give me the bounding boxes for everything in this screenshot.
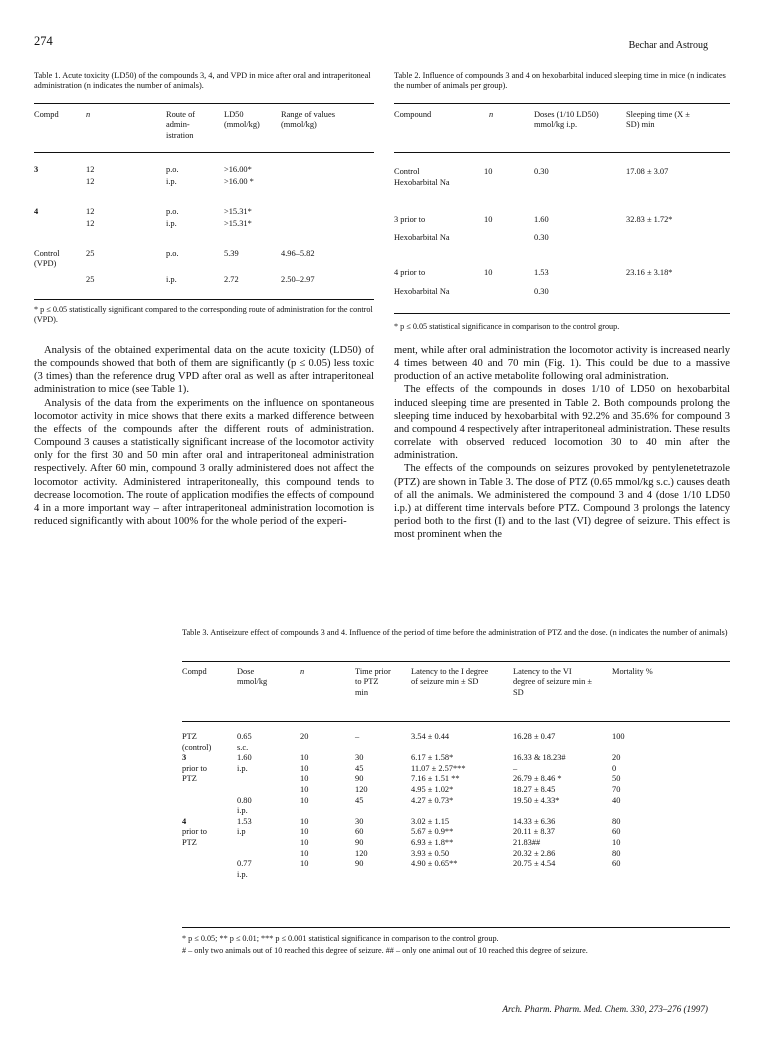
table3-header-latency-vi: Latency to the VI degree of seizure min ± SD xyxy=(513,667,593,697)
table-cell: 30 xyxy=(355,816,364,826)
table-cell: 20.32 ± 2.86 xyxy=(513,848,556,858)
table-cell: 14.33 ± 6.36 xyxy=(513,816,556,826)
table-cell: 0.77 xyxy=(237,859,252,869)
table-cell: 4.27 ± 0.73* xyxy=(411,795,454,805)
table-cell: 10 xyxy=(484,268,493,277)
table-cell: >16.00* xyxy=(224,165,252,174)
table-cell: p.o. xyxy=(166,165,179,174)
table-cell: 19.50 ± 4.33* xyxy=(513,795,560,805)
table-cell: 10 xyxy=(300,795,309,805)
table-cell: 80 xyxy=(612,848,621,858)
table-cell: 60 xyxy=(612,827,621,837)
body-column-right xyxy=(394,344,730,541)
table-cell: 10 xyxy=(300,838,309,847)
table-cell: 30 xyxy=(355,753,364,763)
table-cell: 3.54 ± 0.44 xyxy=(411,732,450,741)
table2-header-n: n xyxy=(489,110,494,119)
table-cell: 25 xyxy=(86,249,95,258)
table-cell: prior to xyxy=(182,827,207,837)
running-head: Bechar and Astroug xyxy=(628,40,708,51)
table-cell: 12 xyxy=(86,207,95,216)
table-cell: >15.31* xyxy=(224,219,252,228)
table-cell: p.o. xyxy=(166,207,179,216)
table-cell: 1.60 xyxy=(534,215,549,224)
table3-caption: Table 3. Antiseizure effect of compounds 3 and 4. Influence of the period of time before the administration of PTZ and the dose. (n indicates the number of animals) xyxy=(182,628,728,637)
table-cell: 70 xyxy=(612,785,621,794)
table3-mid-rule xyxy=(182,721,730,722)
table-cell: 10 xyxy=(484,215,493,224)
table-cell: 20 xyxy=(612,753,621,763)
table-cell: – xyxy=(355,732,360,741)
table-cell: 10 xyxy=(300,859,309,869)
table-cell: 0.30 xyxy=(534,167,549,176)
table-cell: 12 xyxy=(86,165,95,174)
table3-header-time: Time prior to PTZ min xyxy=(355,667,391,697)
table-cell: 3 xyxy=(34,165,39,174)
table-cell: 4.90 ± 0.65** xyxy=(411,859,458,869)
table-cell: 5.39 xyxy=(224,249,239,258)
table2-footnote: * p ≤ 0.05 statistical significance in comparison to the control group. xyxy=(394,322,620,331)
table-cell: 26.79 ± 8.46 * xyxy=(513,774,562,784)
table-cell: i.p. xyxy=(166,219,177,228)
paragraph: The effects of the compounds on seizures provoked by pentylenetetrazole (PTZ) are shown in Table 3. The dose of PTZ (0.65 mmol/kg s.c.) causes death of all the animals. We administered the compound 3 and 4 (dose 1/10 LD50 i.p.) at different time intervals before PTZ. Compound 3 prolongs the latency period both to the first (I) and to the last (VI) degree of seizure. This effect is most prominent when the xyxy=(394,463,730,541)
table3-top-rule xyxy=(182,661,730,662)
table2-header-compound: Compound xyxy=(394,110,432,119)
table-cell: 120 xyxy=(355,848,368,858)
table-cell: PTZ xyxy=(182,732,197,741)
table1-header-n: n xyxy=(86,110,91,119)
table-cell: s.c. xyxy=(237,742,249,752)
table-cell: PTZ xyxy=(182,774,197,784)
table-cell: 10 xyxy=(300,753,309,763)
table-cell: 90 xyxy=(355,859,364,869)
table1-header-compd: Compd xyxy=(34,110,59,119)
table2-header-doses: Doses (1/10 LD50) mmol/kg i.p. xyxy=(534,110,599,130)
table-cell: 3.02 ± 1.15 xyxy=(411,816,450,826)
table-cell: 3.93 ± 0.50 xyxy=(411,848,450,858)
table-cell: 16.28 ± 0.47 xyxy=(513,732,556,741)
table-cell: 6.93 ± 1.8** xyxy=(411,838,454,847)
table-cell: 2.50–2.97 xyxy=(281,275,315,284)
table-cell: 16.33 & 18.23# xyxy=(513,753,566,763)
paragraph: The effects of the compounds in doses 1/10 of LD50 on hexobarbital induced sleeping time are presented in Table 2. Both compounds prolong the sleeping time induced by hexobarbital with 92.2% and 35.6% for compound 3 and compound 4 respectively after intraperitoneal administration. These results correlate with observed reduced locomotion 30 to 40 min after the administration. xyxy=(394,384,730,462)
journal-footer: Arch. Pharm. Pharm. Med. Chem. 330, 273–276 (1997) xyxy=(502,1004,708,1014)
table-cell: 20 xyxy=(300,732,309,741)
table-cell: 80 xyxy=(612,816,621,826)
table-cell: 18.27 ± 8.45 xyxy=(513,785,556,794)
table1-header-range: Range of values (mmol/kg) xyxy=(281,110,335,130)
table-cell: 1.53 xyxy=(534,268,549,277)
table-cell: 60 xyxy=(612,859,621,869)
table-cell: 3 prior to xyxy=(394,215,426,224)
table-cell: 20.11 ± 8.37 xyxy=(513,827,555,837)
table-cell: 4 xyxy=(182,816,187,826)
table3-header-dose: Dose mmol/kg xyxy=(237,667,268,687)
table-cell: 10 xyxy=(300,785,309,794)
table-cell: i.p xyxy=(237,827,246,837)
table-cell: 21.83## xyxy=(513,838,541,847)
table-cell: 32.83 ± 1.72* xyxy=(626,215,673,224)
table-cell: 4.95 ± 1.02* xyxy=(411,785,454,794)
body-column-left xyxy=(34,344,374,528)
table-cell: i.p. xyxy=(166,177,177,186)
table-cell: 0.30 xyxy=(534,233,549,242)
table-cell: prior to xyxy=(182,763,207,773)
table-cell: 10 xyxy=(612,838,621,847)
table-cell: 10 xyxy=(300,763,309,773)
table-cell: 12 xyxy=(86,177,95,186)
table-cell: 0.65 xyxy=(237,732,252,741)
table-cell: p.o. xyxy=(166,249,179,258)
table3-header-compd: Compd xyxy=(182,667,207,676)
table-cell: 50 xyxy=(612,774,621,784)
table-cell: 0.30 xyxy=(534,287,549,296)
paragraph: ment, while after oral administration the locomotor activity is increased nearly 4 times between 40 and 70 min (Fig. 1). This could be due to a massive production of an active metabolite following oral administration. xyxy=(394,345,730,383)
table-cell: 10 xyxy=(300,774,309,784)
table1-mid-rule xyxy=(34,152,374,153)
table-cell: 4 prior to xyxy=(394,268,426,277)
table3-header-latency-i: Latency to the I degree of seizure min ± SD xyxy=(411,667,489,687)
table-cell: 1.53 xyxy=(237,816,252,826)
table-cell: 10 xyxy=(300,848,309,858)
table-cell: 4 xyxy=(34,207,39,216)
table-cell: 17.08 ± 3.07 xyxy=(626,167,669,176)
page-number: 274 xyxy=(34,34,53,48)
table-cell: 40 xyxy=(612,795,621,805)
table1-footnote: * p ≤ 0.05 statistically significant compared to the corresponding route of administration for the control (VPD). xyxy=(34,305,373,324)
table1-top-rule xyxy=(34,103,374,104)
table-cell: 23.16 ± 3.18* xyxy=(626,268,673,277)
table-cell: 3 xyxy=(182,753,187,763)
table-cell: PTZ xyxy=(182,838,197,847)
table-cell: 25 xyxy=(86,275,95,284)
table-cell: 45 xyxy=(355,795,364,805)
paragraph: Analysis of the obtained experimental data on the acute toxicity (LD50) of the compounds showed that both of them are significantly (p ≤ 0.05) less toxic (3 times) than the reference drug VPD after oral as well as after intraperitoneal administration to mice (see Table 1). xyxy=(34,345,374,396)
table-cell: 5.67 ± 0.9** xyxy=(411,827,454,837)
table2-top-rule xyxy=(394,103,730,104)
table2-caption: Table 2. Influence of compounds 3 and 4 on hexobarbital induced sleeping time in mice (n indicates the number of animals per group). xyxy=(394,71,726,91)
table1-bottom-rule xyxy=(34,299,374,300)
table-cell: i.p. xyxy=(237,763,248,773)
table-cell: 100 xyxy=(612,732,625,741)
table-cell: 60 xyxy=(355,827,364,837)
table-cell: 6.17 ± 1.58* xyxy=(411,753,454,763)
table-cell: Hexobarbital Na xyxy=(394,178,450,187)
table-cell: 11.07 ± 2.57*** xyxy=(411,763,466,773)
paragraph: Analysis of the data from the experiments on the influence on spontaneous locomotor activity in mice shows that there exits a marked difference between the effects of the compounds after the different routs of administration. Compound 3 causes a statistically significant increase of the locomotor activity only for the first 30 and 50 min after oral and intraperitoneal administration respectively. After 60 min, compound 3 orally administered does not affect the locomotor activity. Administered intraperitoneally, this compound tends to decrease locomotion. The route of application modifies the effects of compound 4 in a more important way – after intraperitoneal administration locomotion is reduced significantly with about 100% for the whole period of the experi- xyxy=(34,397,374,528)
table-cell: (control) xyxy=(182,742,212,752)
table-cell: 10 xyxy=(300,816,309,826)
table-cell: Hexobarbital Na xyxy=(394,287,450,296)
table3-header-n: n xyxy=(300,667,305,676)
table-cell: 10 xyxy=(300,827,309,837)
table3-bottom-rule xyxy=(182,927,730,928)
table-cell: 0.80 xyxy=(237,795,252,805)
table2-mid-rule xyxy=(394,152,730,153)
table-cell: 90 xyxy=(355,838,364,847)
table-cell: 45 xyxy=(355,763,364,773)
table3-footnote-2: # – only two animals out of 10 reached this degree of seizure. ## – only one animal out of 10 reached this degree of seizure. xyxy=(182,946,588,955)
table-cell: 90 xyxy=(355,774,364,784)
table1-caption: Table 1. Acute toxicity (LD50) of the compounds 3, 4, and VPD in mice after oral and intraperitoneal administration (n indicates the number of animals). xyxy=(34,71,371,91)
table2-bottom-rule xyxy=(394,313,730,314)
table-cell: 120 xyxy=(355,785,368,794)
table-cell: 12 xyxy=(86,219,95,228)
table3-header-mortality: Mortality % xyxy=(612,667,653,676)
table-cell: >15.31* xyxy=(224,207,252,216)
table-cell: >16.00 * xyxy=(224,177,254,186)
table-cell: 1.60 xyxy=(237,753,252,763)
table1-header-route: Route of admin-istration xyxy=(166,110,196,140)
table-cell: 10 xyxy=(484,167,493,176)
table3-footnote-1: * p ≤ 0.05; ** p ≤ 0.01; *** p ≤ 0.001 statistical significance in comparison to the control group. xyxy=(182,934,499,943)
table2-header-sleeping: Sleeping time (X ± SD) min xyxy=(626,110,690,130)
table-cell: Control (VPD) xyxy=(34,249,60,269)
table-cell: i.p. xyxy=(237,869,248,879)
table1-header-ld50: LD50 (mmol/kg) xyxy=(224,110,260,130)
table-cell: 0 xyxy=(612,763,617,773)
table-cell: Hexobarbital Na xyxy=(394,233,450,242)
table-cell: 4.96–5.82 xyxy=(281,249,315,258)
table-cell: i.p. xyxy=(237,806,248,816)
table-cell: 7.16 ± 1.51 ** xyxy=(411,774,460,784)
table-cell: – xyxy=(513,763,518,773)
table-cell: 20.75 ± 4.54 xyxy=(513,859,556,869)
table-cell: 2.72 xyxy=(224,275,239,284)
table-cell: Control xyxy=(394,167,420,176)
table-cell: i.p. xyxy=(166,275,177,284)
